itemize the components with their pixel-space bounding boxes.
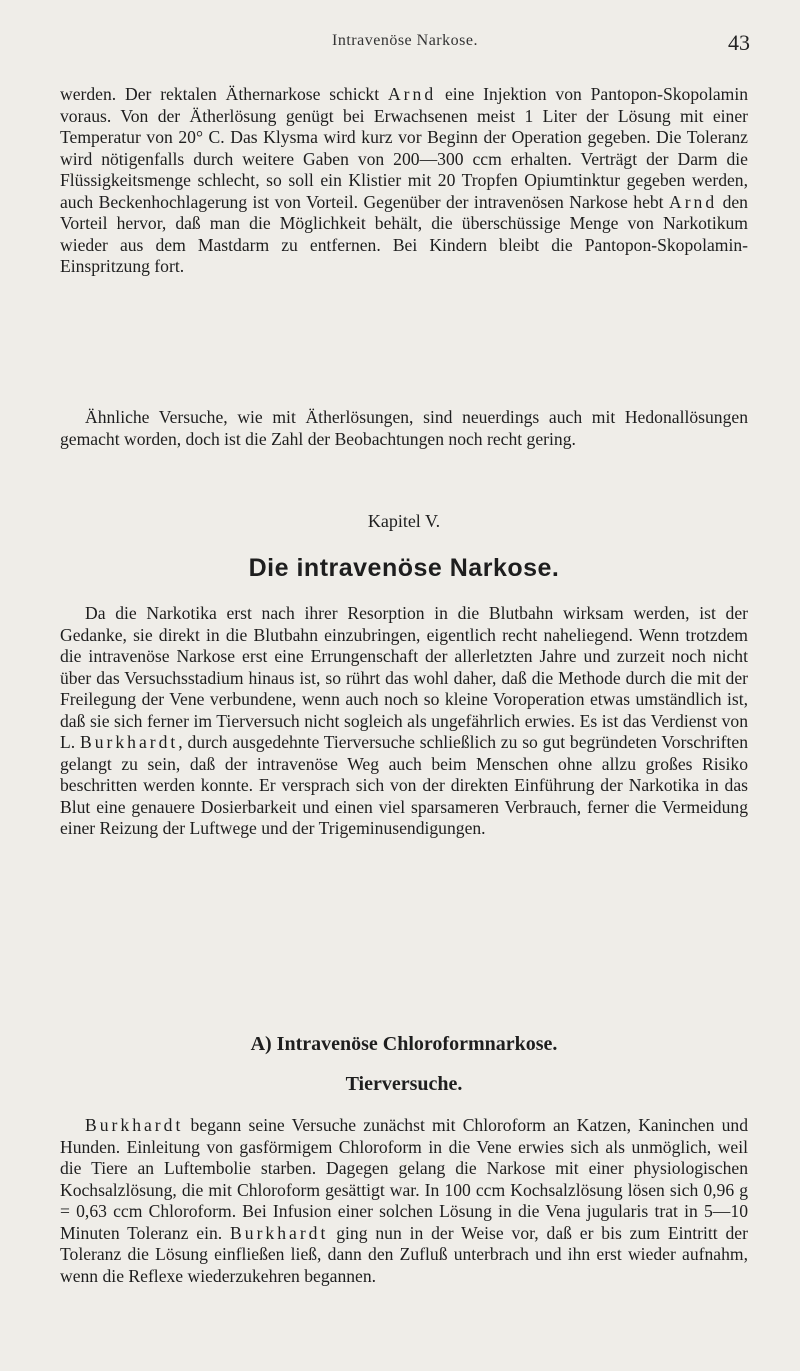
- author-name: Arnd: [668, 191, 718, 212]
- section-heading: A) Intravenöse Chloroformnarkose.: [250, 1033, 558, 1055]
- paragraph-rektal-narkose: werden. Der rektalen Äthernarkose schickt Arnd eine Injektion von Pantopon-Skopolamin voraus. Von der Ätherlösung genügt bei Erwachsenen meist 1 Liter der Lösung mit einer Temperatur von 20° C. Das Klysma wird kurz vor Beginn der Operation gegeben. Die Toleranz wird nötigenfalls durch weitere Gaben von 200—300 ccm erhalten. Verträgt der Darm die Flüssigkeitsmenge schlecht, so soll ein Klistier mit 20 Tropfen Opiumtinktur gegeben werden, auch Beckenhochlagerung ist von Vorteil. Gegenüber der intravenösen Narkose hebt Arnd den Vorteil hervor, daß man die Möglichkeit behält, die überschüssige Menge von Narkotikum wieder aus dem Mastdarm zu entfernen. Bei Kindern bleibt die Pantopon-Skopolamin-Einspritzung fort.: [60, 84, 749, 276]
- author-name: Arnd: [387, 84, 437, 104]
- author-name: Burkhardt: [79, 732, 179, 752]
- section-subheading: Tierversuche.: [345, 1073, 463, 1095]
- paragraph-intravenoes-intro: Da die Narkotika erst nach ihrer Resorption in die Blutbahn wirksam werden, ist der Gedanke, sie direkt in die Blutbahn einzubringen, eigentlich recht naheliegend. Wenn trotzdem die intravenöse Narkose erst eine Errungenschaft der allerletzten Jahre und zurzeit noch nicht über das Versuchsstadium hinaus ist, so rührt das wohl daher, daß die Methode durch die mit der Freilegung der Vene verbundene, wenn auch noch so kleine Voroperation etwas umständlich ist, daß sie sich ferner im Tierversuch nicht sogleich als ungefährlich erwies. Es ist das Verdienst von L. Burkhardt, durch ausgedehnte Tierversuche schließlich zu so gut begründeten Vorschriften gelangt zu sein, daß der intravenöse Weg auch beim Menschen ohne allzu großes Risiko beschritten werden konnte. Er versprach sich von der direkten Einführung der Narkotika in das Blut eine genauere Dosierbarkeit und einen viel sparsameren Verbrauch, ferner die Vermeidung einer Reizung der Luftwege und der Trigeminusendigungen.: [60, 603, 748, 838]
- page-header: [60, 30, 750, 60]
- chapter-title: Die intravenöse Narkose.: [248, 554, 560, 582]
- author-name: Burkhardt: [230, 1222, 329, 1243]
- paragraph-hedonal: Ähnliche Versuche, wie mit Ätherlösungen, sind neuerdings auch mit Hedonallösungen gemacht worden, doch ist die Zahl der Beobachtungen noch recht gering.: [60, 407, 748, 449]
- page-number: 43: [728, 30, 750, 55]
- paragraph-tierversuche: Burkhardt begann seine Versuche zunächst mit Chloroform an Katzen, Kaninchen und Hunden. Einleitung von gasförmigem Chloroform in die Vene erwies sich als unmöglich, weil die Tiere an Luftembolie starben. Dagegen gelang die Narkose mit einer physiologischen Kochsalzlösung, die mit Chloroform gesättigt war. In 100 ccm Kochsalzlösung lösen sich 0,96 g = 0,63 ccm Chloroform. Bei Infusion einer solchen Lösung in die Vena jugularis trat in 5—10 Minuten Toleranz ein. Burkhardt ging nun in der Weise vor, daß er bis zum Eintritt der Toleranz die Lösung einfließen ließ, dann den Zufluß unterbrach und ihn erst wieder aufnahm, wenn die Reflexe wiederzukehren begannen.: [60, 1115, 748, 1286]
- chapter-label: Kapitel V.: [367, 511, 441, 531]
- author-name: Burkhardt: [85, 1115, 184, 1135]
- running-title: Intravenöse Narkose.: [332, 32, 478, 49]
